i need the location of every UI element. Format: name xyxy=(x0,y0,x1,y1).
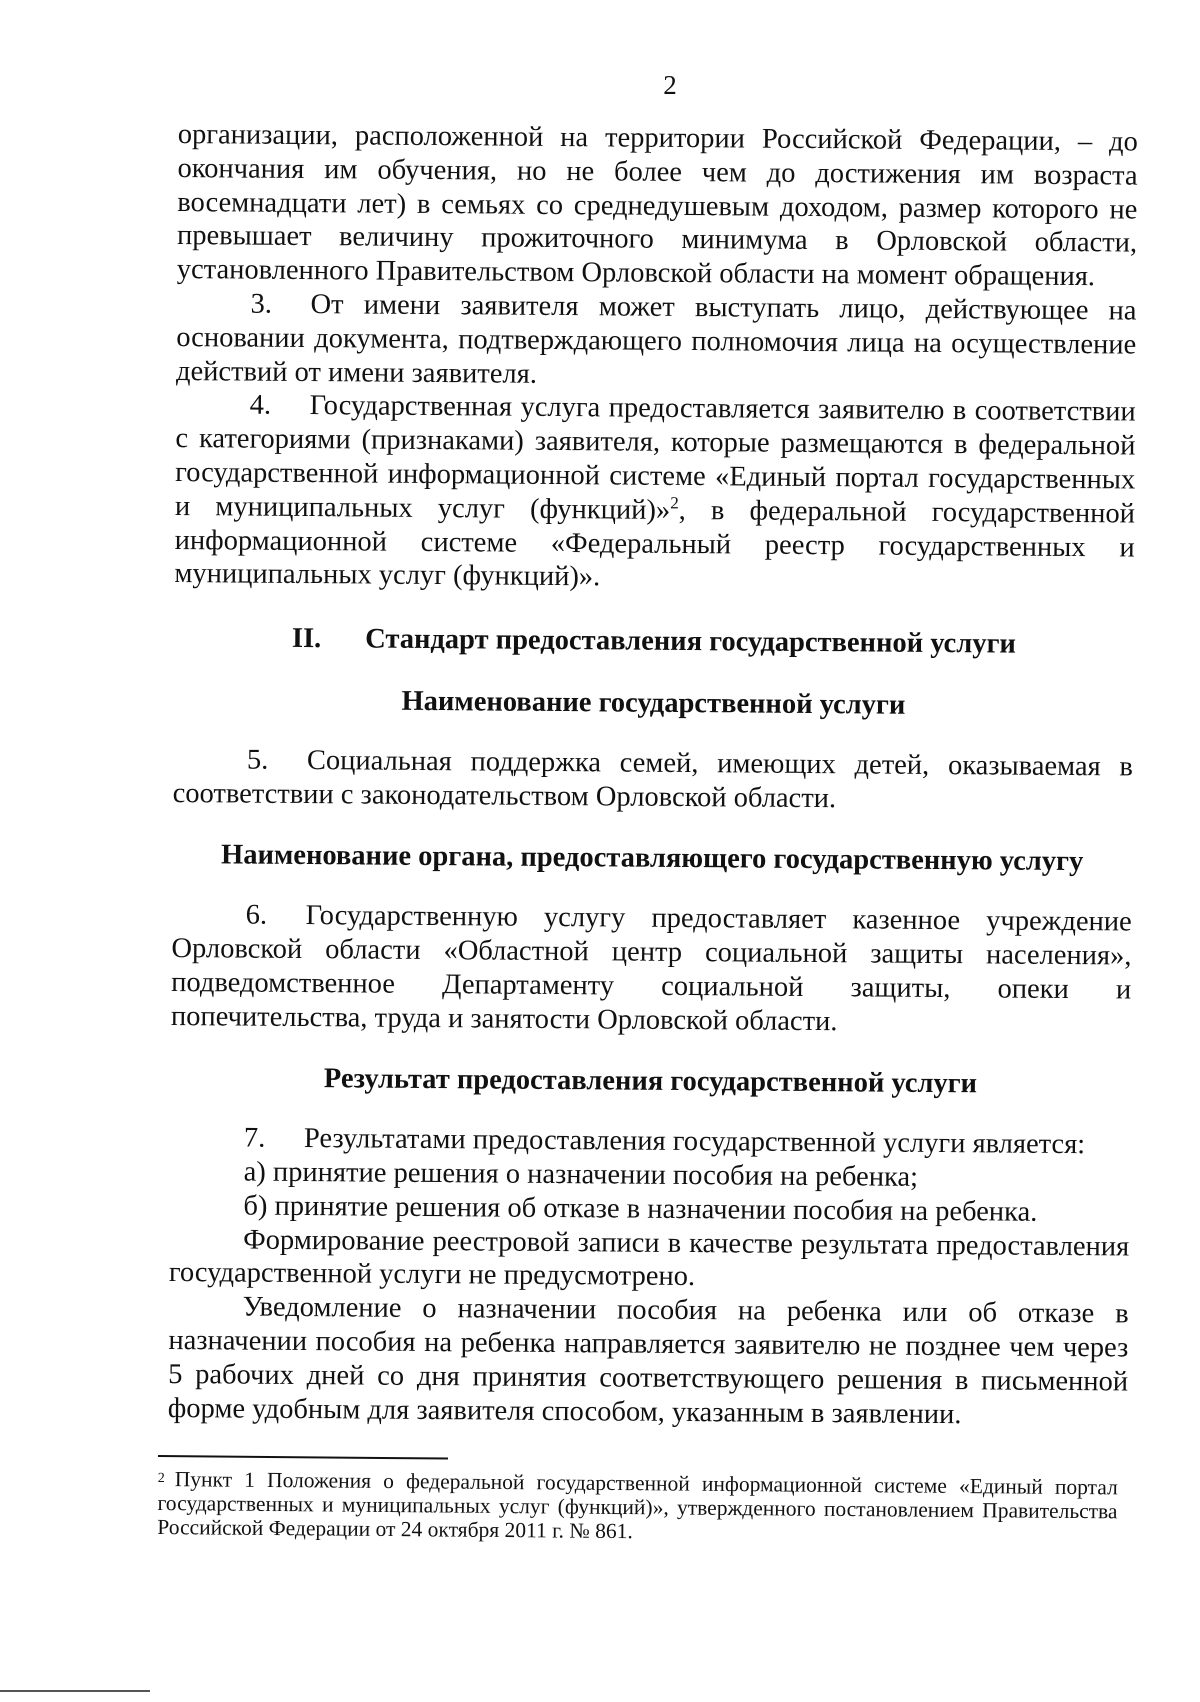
scan-edge-line xyxy=(0,1690,150,1692)
footnote-divider xyxy=(158,1455,448,1460)
paragraph-text: Социальная поддержка семей, имеющих детей, оказываемая в соответствии с законодательством Орловской области. xyxy=(172,744,1134,814)
continued-paragraph: организации, расположенной на территории Российской Федерации, – до окончания им обучения, но не более чем до достижения им возраста восемнадцати лет) в семьях со среднедушевым доходом, размер которого не превышает величину прожиточного минимума в Орловской области, установленного Правительством Орловской области на момент обращения. xyxy=(176,118,1138,293)
paragraph-number: 7. xyxy=(243,1122,266,1154)
paragraph-text: От имени заявителя может выступать лицо, действующее на основании документа, подтверждающего полномочия лица на осуществление действий от имени заявителя. xyxy=(175,289,1137,390)
section-number: II. xyxy=(291,623,322,655)
paragraph-number: 6. xyxy=(245,899,268,931)
paragraph-6 xyxy=(171,898,1132,1041)
paragraph-3 xyxy=(176,287,1137,396)
footnote-area xyxy=(157,1455,1118,1547)
registry-paragraph: Формирование реестровой записи в качестве результата предоставления государственной услуги не предусмотрено. xyxy=(168,1224,1130,1293)
paragraph-5 xyxy=(173,743,1134,818)
list-item-a: а) принятие решения о назначении пособия на ребенка; xyxy=(243,1156,919,1193)
section-heading xyxy=(174,621,1134,662)
subheading-result: Результат предоставления государственной услуги xyxy=(323,1063,978,1100)
notification-paragraph: Уведомление о назначении пособия на ребенка или об отказе в назначении пособия на ребенка направляется заявителю не позднее чем через 5 рабочих дней со дня принятия соответствующего решения в письменной форме удобным для заявителя способом, указанным в заявлении. xyxy=(167,1291,1129,1430)
footnote-text: Пункт 1 Положения о федеральной государственной информационной системе «Единый портал государственных и муниципальных услуг (функций)», утвержденного постановлением Правительства Российской Федерации от 24 октября 2011 г. № 861. xyxy=(157,1467,1118,1544)
paragraph-number: 3. xyxy=(250,288,273,320)
paragraph-text: Результатами предоставления государственной услуги является: xyxy=(303,1123,1086,1161)
paragraph-text-continued: , в федеральной государственной информационной системе «Федеральный реестр государственных и муниципальных услуг (функций)». xyxy=(174,494,1136,593)
paragraph-number: 5. xyxy=(246,744,269,776)
page-number: 2 xyxy=(663,70,677,100)
subheading-organ-name: Наименование органа, предоставляющего государственную услугу xyxy=(220,839,1084,878)
list-item-b: б) принятие решения об отказе в назначении пособия на ребенка. xyxy=(243,1190,1038,1228)
paragraph-text: Государственная услуга предоставляется заявителю в соответствии с категориями (признаками) заявителя, которые размещаются в федеральной государственной информационной системе «Единый портал государственных и муниципальных услуг (функций)» xyxy=(174,390,1136,526)
footnote-mark: 2 xyxy=(157,1470,165,1487)
paragraph-number: 4. xyxy=(249,389,272,422)
footnote xyxy=(157,1467,1118,1547)
paragraph-4 xyxy=(174,388,1136,598)
footnote-reference: 2 xyxy=(670,493,679,513)
subheading-service-name: Наименование государственной услуги xyxy=(401,685,906,721)
paragraph-text: Государственную услугу предоставляет казенное учреждение Орловской области «Областной центр социальной защиты населения», подведомственное Департаменту социальной защиты, опеки и попечительства, труда и занятости Орловской области. xyxy=(170,900,1132,1037)
section-title: Стандарт предоставления государственной услуги xyxy=(365,623,1016,660)
document-body xyxy=(168,118,1138,1433)
